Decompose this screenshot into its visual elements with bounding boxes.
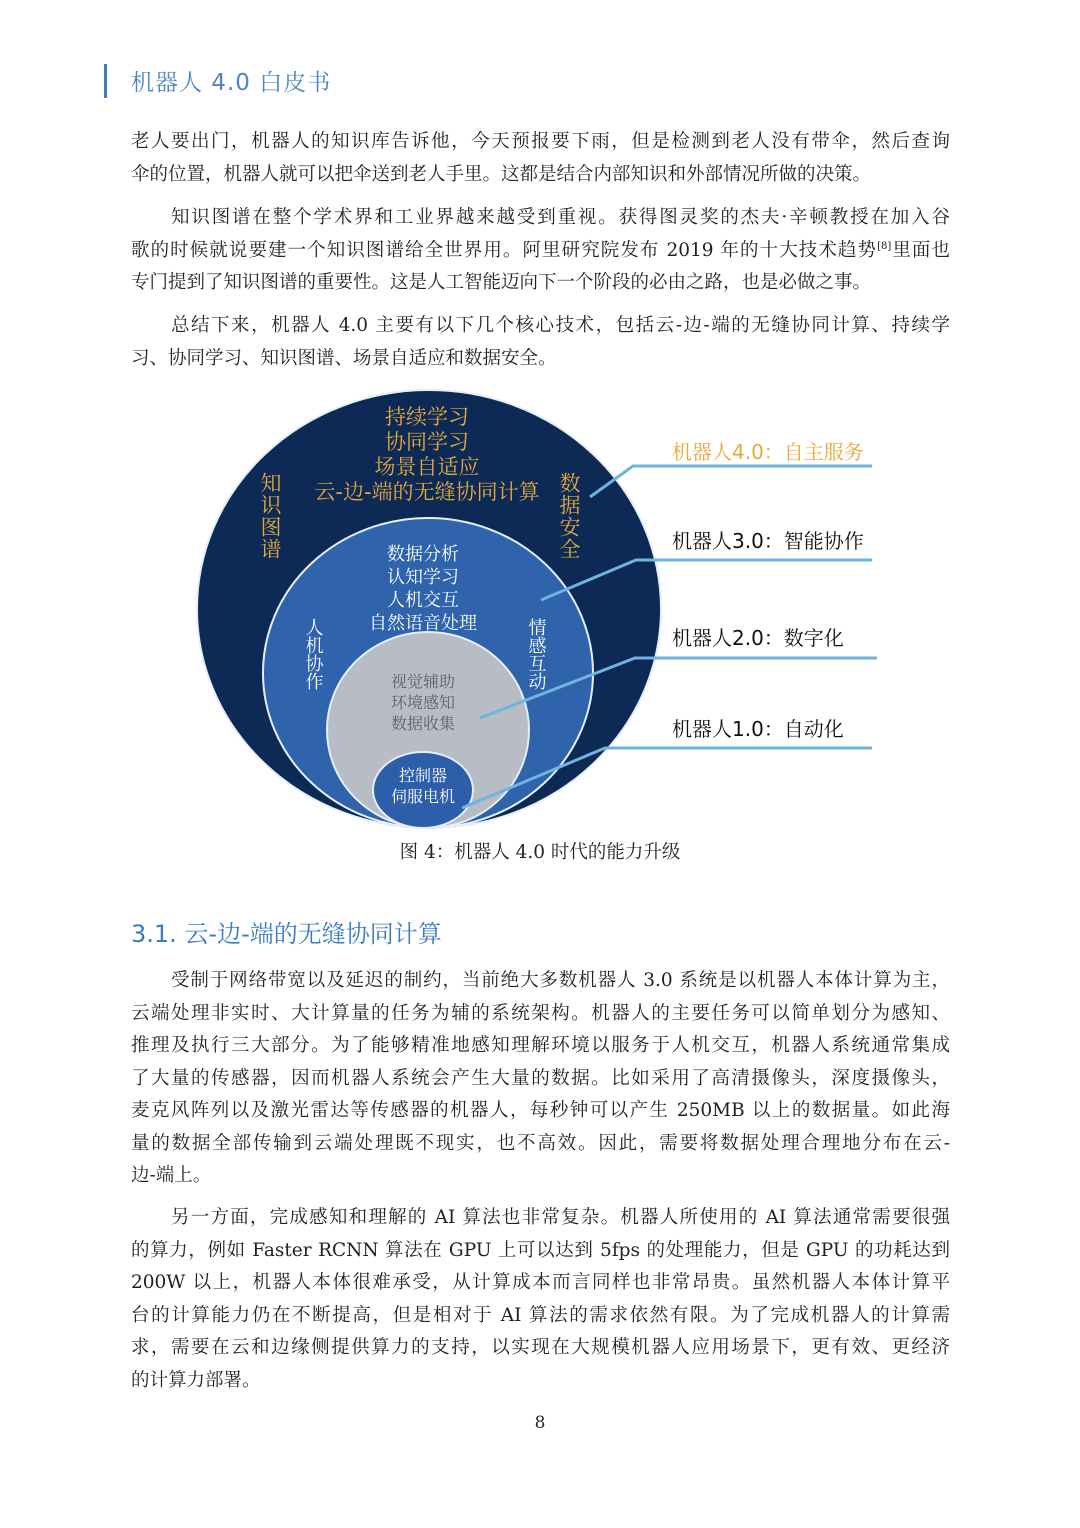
paragraph-knowledge-graph [131,202,950,300]
text-line: 的计算力部署。 [131,1369,261,1391]
outer-topic: 云-边-端的无缝协同计算 [314,480,540,504]
text-line: 的算力，例如 Faster RCNN 算法在 GPU 上可以达到 5fps 的处理能力，但是 GPU 的功耗达到 [131,1239,950,1261]
text-line: 另一方面，完成感知和理解的 AI 算法也非常复杂。机器人所使用的 AI 算法通常需要很强 [171,1207,950,1228]
outer-right-topic: 数据安全 [557,472,581,560]
middle-topic: 数据分析 [387,544,459,565]
middle-right-topic: 情感互动 [525,618,547,690]
paragraph-summary [131,310,950,375]
document-title: 机器人 4.0 白皮书 [131,70,332,96]
level-label-1: 机器人1.0：自动化 [672,717,844,741]
text-line: 推理及执行三大部分。为了能够精准地感知理解环境以服务于人机交互，机器人系统通常集成 [131,1035,950,1056]
level-label-3: 机器人3.0：智能协作 [672,529,864,553]
text-line [131,235,950,268]
outer-topic: 持续学习 [385,405,469,429]
outer-topic: 协同学习 [385,430,469,454]
inner-topic: 控制器 [398,766,448,785]
figure-caption: 图 4：机器人 4.0 时代的能力升级 [399,842,681,863]
middle-topic: 人机交互 [387,590,459,611]
paragraph-ai-compute [131,1202,950,1397]
middle-topic: 认知学习 [387,567,459,588]
middle-topic: 自然语音处理 [369,613,477,634]
text-line-part: 歌的时候就说要建一个知识图谱给全世界用。阿里研究院发布 2019 年的十大技术趋势 [131,239,878,261]
outer-topic: 场景自适应 [374,455,480,479]
level-label-2: 机器人2.0：数字化 [672,626,844,650]
inner-topic: 伺服电机 [390,787,456,806]
text-line-part: 里面也 [891,239,950,261]
text-line: 专门提到了知识图谱的重要性。这是人工智能迈向下一个阶段的必由之路，也是必做之事。 [131,272,872,293]
text-line: 台的计算能力仍在不断提高，但是相对于 AI 算法的需求依然有限。为了完成机器人的计算需 [131,1304,950,1326]
text-line: 求，需要在云和边缘侧提供算力的支持，以实现在大规模机器人应用场景下，更有效、更经济 [131,1337,950,1358]
text-line: 总结下来，机器人 4.0 主要有以下几个核心技术，包括云-边-端的无缝协同计算、持续学 [171,315,950,336]
citation-link[interactable]: [8] [877,240,892,252]
text-line: 了大量的传感器，因而机器人系统会产生大量的数据。比如采用了高清摄像头，深度摄像头， [131,1067,950,1089]
text-line: 云端处理非实时、大计算量的任务为辅的系统架构。机器人的主要任务可以简单划分为感知、 [131,1002,950,1024]
text-line: 量的数据全部传输到云端处理既不现实，也不高效。因此，需要将数据处理合理地分布在云- [131,1132,950,1154]
section-heading: 3.1. 云-边-端的无缝协同计算 [131,920,442,948]
text-line: 习、协同学习、知识图谱、场景自适应和数据安全。 [131,347,557,369]
page-number: 8 [534,1413,546,1433]
leader-line-4 [590,466,872,497]
paragraph-umbrella [131,126,950,191]
text-line: 麦克风阵列以及激光雷达等传感器的机器人，每秒钟可以产生 250MB 以上的数据量。如此海 [131,1100,950,1121]
gray-topic: 环境感知 [390,693,456,712]
text-line: 边-端上。 [131,1165,212,1186]
text-line: 老人要出门，机器人的知识库告诉他，今天预报要下雨，但是检测到老人没有带伞，然后查询 [131,131,950,152]
level-label-4: 机器人4.0：自主服务 [672,440,864,464]
text-line: 知识图谱在整个学术界和工业界越来越受到重视。获得图灵奖的杰夫·辛顿教授在加入谷 [171,207,950,228]
header-accent-bar [104,64,107,98]
text-line: 受制于网络带宽以及延迟的制约，当前绝大多数机器人 3.0 系统是以机器人本体计算为主， [171,970,950,991]
gray-topic: 数据收集 [390,714,456,733]
outer-left-topic: 知识图谱 [258,472,282,560]
text-line: 200W 以上，机器人本体很难承受，从计算成本而言同样也非常昂贵。虽然机器人本体计算平 [131,1272,950,1293]
gray-topic: 视觉辅助 [390,672,456,691]
text-line: 伞的位置，机器人就可以把伞送到老人手里。这都是结合内部知识和外部情况所做的决策。 [131,163,872,185]
paragraph-bandwidth [131,965,950,1193]
capability-diagram [0,380,1080,840]
middle-left-topic: 人机协作 [302,618,324,690]
